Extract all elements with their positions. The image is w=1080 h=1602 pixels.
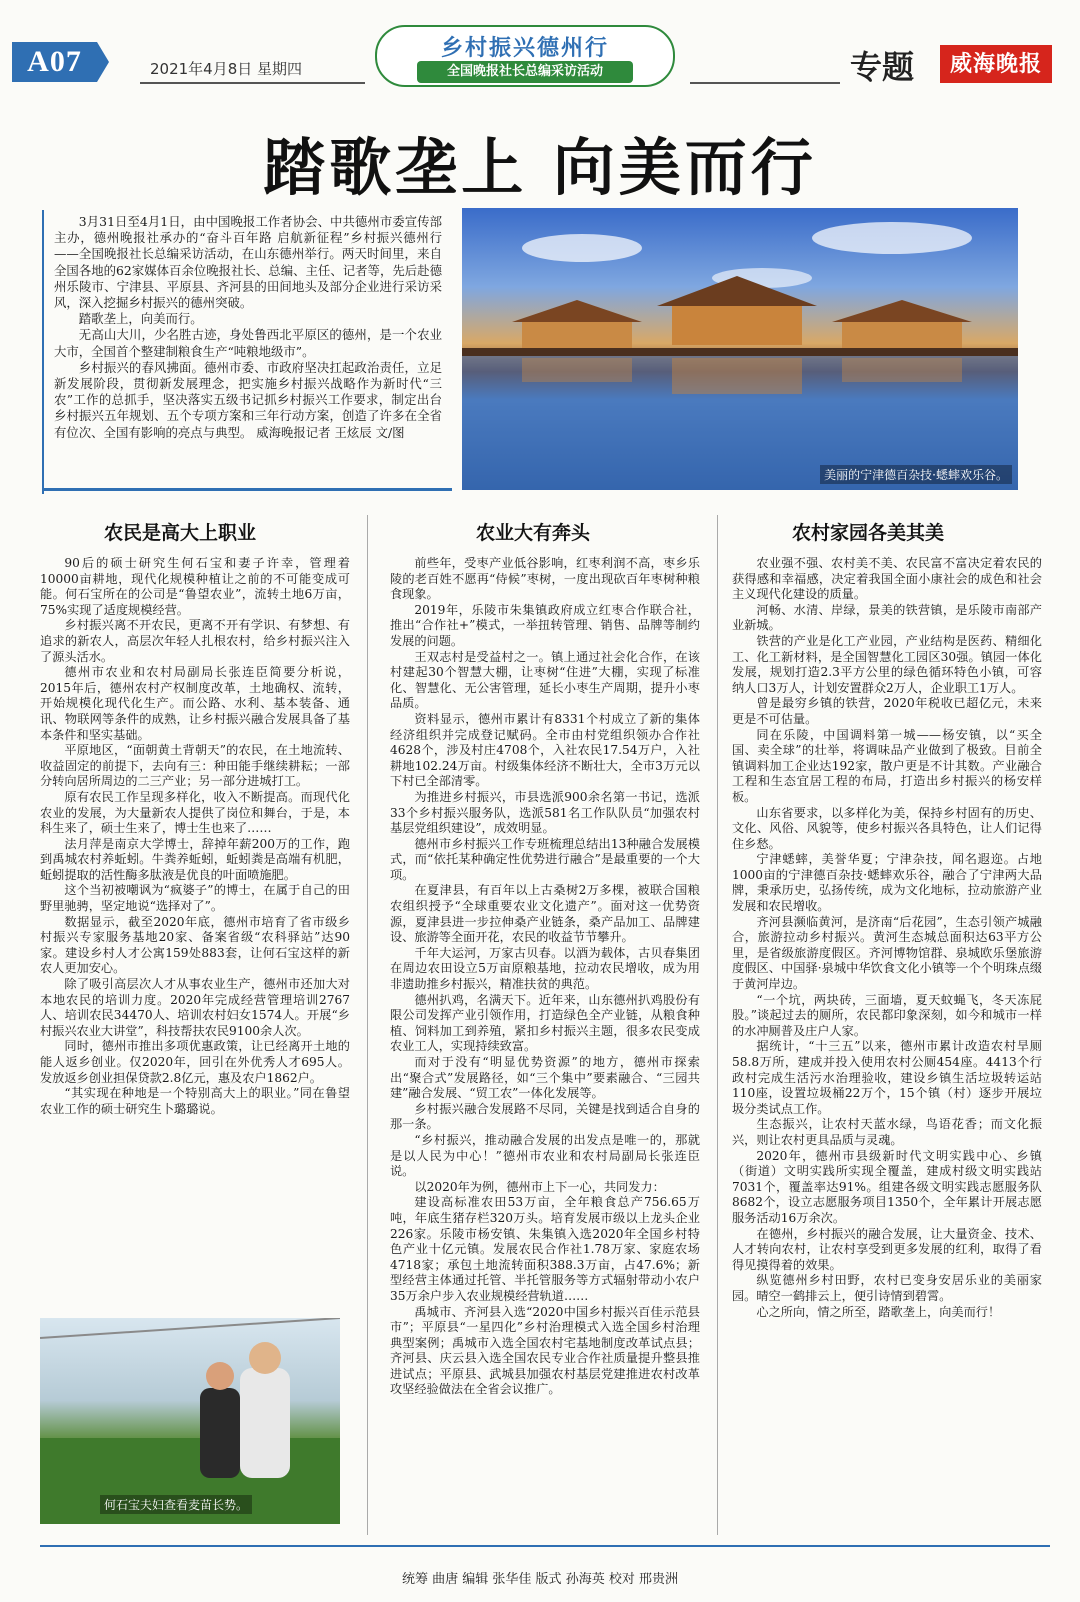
intro-paragraph: 乡村振兴的春风拂面。德州市委、市政府坚决扛起政治责任，立足新发展阶段，贯彻新发展理念，把实施乡村振兴战略作为新时代“三农”工作的总抓手，坚决落实五级书记抓乡村振兴工作要求，制定出台乡村振兴五年规划、五个专项方案和三年行动方案，创造了许多在全省有位次、全国有影响的亮点与典型。 威海晚报记者 王炫辰 文/图: [54, 359, 442, 440]
article-paragraph: 资料显示，德州市累计有8331个村成立了新的集体经济组织并完成登记赋码。全市由村党组织领办合作社4628个，涉及村庄4708个，入社农民17.54万户，入社耕地102.24万亩。村级集体经济不断壮大，全市3万元以下村已全部清零。: [390, 711, 700, 789]
article-paragraph: 齐河县濒临黄河，是济南“后花园”，生态引领产城融合，旅游拉动乡村振兴。黄河生态城总面积达63平方公里，是省级旅游度假区。齐河博物馆群、泉城欧乐堡旅游度假区、中国驿·泉城中华饮食文化小镇等一个个明珠点缀于黄河岸边。: [732, 914, 1042, 992]
article-paragraph: 在德州，乡村振兴的融合发展，让大量资金、技术、人才转向农村，让农村享受到更多发展的红利，取得了看得见摸得着的效果。: [732, 1226, 1042, 1272]
page-header: [0, 0, 1080, 105]
article-paragraph: 平原地区，“面朝黄土背朝天”的农民，在土地流转、收益固定的前提下，去向有三：种田能手继续耕耘；一部分转向居所周边的二三产业；另一部分进城打工。: [40, 743, 350, 789]
article-paragraph: 铁营的产业是化工产业园，产业结构是医药、精细化工、化工新材料，是全国智慧化工园区30强。镇园一体化发展，规划打造2.3平方公里的绿色循环特色小镇，可容纳人口3万人，计划安置群众2万人，企业职工1万人。: [732, 633, 1042, 695]
article-paragraph: 德州市农业和农村局副局长张连臣简要分析说，2015年后，德州农村产权制度改革，土地确权、流转，开始规模化现代化生产。而公路、水利、基本装备、通讯、物联网等条件的成熟，让乡村振兴融合发展具备了基本条件和坚实基础。: [40, 665, 350, 742]
article-paragraph: 农业强不强、农村美不美、农民富不富决定着农民的获得感和幸福感，决定着我国全面小康社会的成色和社会主义现代化建设的质量。: [732, 556, 1042, 602]
column-divider: [367, 515, 368, 1535]
article-paragraph: 同时，德州市推出多项优惠政策，让已经离开土地的能人返乡创业。仅2020年，回引在外优秀人才695人。发放返乡创业担保贷款2.8亿元，惠及农户1862户。: [40, 1039, 350, 1085]
article-paragraph: 据统计，“十三五”以来，德州市累计改造农村旱厕58.8万所，建成并投入使用农村公厕454座。4413个行政村完成生活污水治理验收，建设乡镇生活垃圾转运站110座，设置垃圾桶22万个，15个镇（村）逐步开展垃圾分类试点工作。: [732, 1039, 1042, 1116]
photo-caption: 美丽的宁津德百杂技·蟋蟀欢乐谷。: [820, 465, 1012, 484]
article-paragraph: “乡村振兴，推动融合发展的出发点是唯一的，那就是以人民为中心！”德州市农业和农村局副局长张连臣说。: [390, 1132, 700, 1179]
article-paragraph: 在夏津县，有百年以上古桑树2万多棵，被联合国粮农组织授予“全球重要农业文化遗产”。面对这一优势资源，夏津县进一步拉伸桑产业链条，桑产品加工、品牌建设、旅游等全面开花，农民的收益节节攀升。: [390, 883, 700, 945]
article-column: [390, 556, 700, 1531]
article-paragraph: 纵览德州乡村田野，农村已变身安居乐业的美丽家园。晴空一鹤排云上，便引诗情到碧霄。: [732, 1273, 1042, 1303]
article-paragraph: 德州市乡村振兴工作专班梳理总结出13种融合发展模式，而“依托某种确定性优势进行融合”是最重要的一个大项。: [390, 836, 700, 882]
intro-text: [42, 210, 450, 494]
event-banner: [375, 25, 675, 87]
article-paragraph: 同在乐陵，中国调料第一城——杨安镇，以“买全国、卖全球”的壮举，将调味品产业做到了极致。目前全镇调料加工企业达192家，散户更是不计其数。产业融合工程和生态宜居工程的布局，打造出乡村振兴的杨安样板。: [732, 727, 1042, 804]
article-paragraph: “其实现在种地是一个特别高大上的职业。”同在鲁望农业工作的硕士研究生卜璐璐说。: [40, 1086, 350, 1116]
article-paragraph: 而对于没有“明显优势资源”的地方，德州市探索出“聚合式”发展路径，如“三个集中”要素融合、“三园共建”融合发展、“贸工农”一体化发展等。: [390, 1055, 700, 1101]
column-title: 农民是高大上职业: [30, 518, 330, 542]
article-paragraph: 千年大运河，万家古贝春。以酒为载体，古贝春集团在周边农田设立5万亩原粮基地，拉动农民增收，成为用非遗助推乡村振兴，精准扶贫的典范。: [390, 945, 700, 992]
intro-divider: [42, 488, 452, 491]
farmers-photo: [40, 1318, 340, 1524]
article-paragraph: 德州扒鸡，名满天下。近年来，山东德州扒鸡股份有限公司发挥产业引领作用，打造绿色全产业链，从粮食种植、饲料加工到养殖，紧扣乡村振兴主题，很多农民变成农业工人，实现持续致富。: [390, 992, 700, 1054]
article-column: [40, 556, 350, 1308]
wheat-field-illustration: [40, 1318, 340, 1524]
article-paragraph: 建设高标准农田53万亩，全年粮食总产756.65万吨，年底生猪存栏320万头。培育发展市级以上龙头企业226家。乐陵市杨安镇、朱集镇入选2020年全国乡村特色产业十亿元镇。发展农民合作社1.78万家、家庭农场4718家；承包土地流转面积388.3万亩，占47.6%；新型经营主体通过托管、半托管服务等方式辐射带动小农户35万余户步入农业规模经营轨道……: [390, 1195, 700, 1303]
article-paragraph: 法月萍是南京大学博士，辞掉年薪200万的工作，跑到禹城农村养蚯蚓。牛粪养蚯蚓，蚯蚓粪是高端有机肥，蚯蚓提取的活性酶多肽液是优良的叶面喷施肥。: [40, 836, 350, 882]
article-paragraph: 生态振兴，让农村天蓝水绿，鸟语花香；而文化振兴，则让农村更具品质与灵魂。: [732, 1117, 1042, 1147]
article-paragraph: 禹城市、齐河县入选“2020中国乡村振兴百佳示范县市”；平原县“一星四化”乡村治理模式入选全国乡村治理典型案例；禹城市入选全国农村宅基地制度改革试点县；齐河县、庆云县入选全国农民专业合作社质量提升整县推进试点；平原县、武城县加强农村基层党建推进农村改革攻坚经验做法在全省会议推广。: [390, 1304, 700, 1397]
banner-title: 乡村振兴德州行: [440, 36, 609, 61]
article-paragraph: 曾是最穷乡镇的铁营，2020年税收已超亿元，未来更是不可估量。: [732, 696, 1042, 726]
headline: 踏歌垄上 向美而行: [263, 131, 817, 204]
footer-rule: [40, 1545, 1050, 1547]
intro-paragraph: 踏歌垄上，向美而行。: [78, 311, 203, 327]
article-paragraph: 2020年，德州市县级新时代文明实践中心、乡镇（街道）文明实践所实现全覆盖，建成村级文明实践站7031个，覆盖率达91%。组建各级文明实践志愿服务队8682个，设立志愿服务项目1350个，全年累计开展志愿服务活动16万余次。: [732, 1148, 1042, 1225]
column-divider: [717, 515, 718, 1535]
header-rule-right: [690, 82, 840, 84]
article-paragraph: 原有农民工作呈现多样化，收入不断提高。而现代化农业的发展，为大量新农人提供了岗位和舞台，于是，本科生来了，硕士生来了，博士生也来了……: [40, 789, 350, 836]
article-paragraph: “一个坑，两块砖，三面墙，夏天蚊蝇飞，冬天冻屁股。”谈起过去的厕所，农民都印象深刻，如今和城市一样的水冲厕普及庄户人家。: [732, 992, 1042, 1038]
column-title: 农村家园各美其美: [718, 518, 1018, 542]
article-paragraph: 山东省要求，以多样化为美，保持乡村固有的历史、文化、风俗、风貌等，使乡村振兴各具特色，让人们记得住乡愁。: [732, 805, 1042, 851]
article-paragraph: 王双志村是受益村之一。镇上通过社会化合作，在该村建起30个智慧大棚，让枣树“住进”大棚，实现了标准化、智慧化、无公害管理，延长小枣生产周期，提升小枣品质。: [390, 649, 700, 711]
article-column: [732, 556, 1042, 1531]
article-paragraph: 90后的硕士研究生何石宝和妻子许幸，管理着10000亩耕地，现代化规模种植让之前的不可能变成可能。何石宝所在的公司是“鲁望农业”，流转土地6万亩，75%实现了适度规模经营。: [40, 556, 350, 617]
article-paragraph: 宁津蟋蟀，美誉华夏；宁津杂技，闻名遐迩。占地1000亩的宁津德百杂技·蟋蟀欢乐谷，融合了宁津两大品牌，秉承历史，弘扬传统，成为文化地标，拉动旅游产业发展和农民增收。: [732, 852, 1042, 914]
issue-date: 2021年4月8日 星期四: [150, 60, 303, 78]
banner-subtitle: 全国晚报社长总编采访活动: [417, 61, 633, 83]
article-paragraph: 前些年，受枣产业低谷影响，红枣利润不高，枣乡乐陵的老百姓不愿再“侍候”枣树，一度出现砍百年枣树种粮食现象。: [390, 556, 700, 602]
photo-caption: 何石宝夫妇查看麦苗长势。: [100, 1495, 252, 1514]
article-paragraph: 2019年，乐陵市朱集镇政府成立红枣合作联合社，推出“合作社+”模式，一举扭转管理、销售、品牌等制约发展的问题。: [390, 602, 700, 648]
theme-park-photo: [462, 208, 1018, 490]
article-paragraph: 数据显示，截至2020年底，德州市培育了省市级乡村振兴专家服务基地20家、备案省级“农科驿站”达90家。建设乡村人才公寓159处883套，让何石宝这样的新农人更加安心。: [40, 914, 350, 976]
section-label: 专题: [850, 48, 915, 86]
article-paragraph: 乡村振兴融合发展路不尽同，关键是找到适合自身的那一条。: [390, 1101, 700, 1132]
article-paragraph: 河畅、水清、岸绿，景美的铁营镇，是乐陵市南部产业新城。: [732, 602, 1042, 633]
article-paragraph: 心之所向，情之所至，踏歌垄上，向美而行！: [756, 1304, 1001, 1319]
page-number: A07: [12, 42, 97, 82]
article-paragraph: 除了吸引高层次人才从事农业生产，德州市还加大对本地农民的培训力度。2020年完成经营管理培训2767人、培训农民34470人、培训农村妇女1574人。开展“乡村振兴农业大讲堂”，科技帮扶农民9100余人次。: [40, 977, 350, 1038]
editorial-credits: 统筹 曲唐 编辑 张华佳 版式 孙海英 校对 邢贵洲: [402, 1572, 678, 1587]
intro-paragraph: 3月31日至4月1日，由中国晚报工作者协会、中共德州市委宣传部主办，德州晚报社承办的“奋斗百年路 启航新征程”乡村振兴德州行——全国晚报社长总编采访活动，在山东德州举行。两天时间里，来自全国各地的62家媒体百余位晚报社长、总编、主任、记者等，先后赴德州乐陵市、宁津县、平原县、齐河县的田间地头及部分企业进行采访采风，深入挖掘乡村振兴的德州突破。: [54, 214, 442, 311]
article-paragraph: 这个当初被嘲讽为“疯婆子”的博士，在属于自己的田野里驰骋，坚定地说“选择对了”。: [40, 883, 350, 914]
article-paragraph: 以2020年为例，德州市上下一心，共同发力：: [414, 1179, 665, 1194]
newspaper-logo: 威海晚报: [940, 45, 1052, 83]
column-title: 农业大有奔头: [383, 518, 683, 542]
theme-park-illustration: [462, 208, 1018, 490]
article-paragraph: 为推进乡村振兴，市县选派900余名第一书记，选派33个乡村振兴服务队，选派581名工作队队员“加强农村基层党组织建设”，成效明显。: [390, 789, 700, 836]
header-rule-left: [140, 82, 365, 84]
intro-paragraph: 无高山大川，少名胜古迹，身处鲁西北平原区的德州，是一个农业大市，全国首个整建制粮食生产“吨粮地级市”。: [54, 327, 442, 359]
article-paragraph: 乡村振兴离不开农民，更离不开有学识、有梦想、有追求的新农人，高层次年轻人扎根农村，给乡村振兴注入了源头活水。: [40, 618, 350, 664]
